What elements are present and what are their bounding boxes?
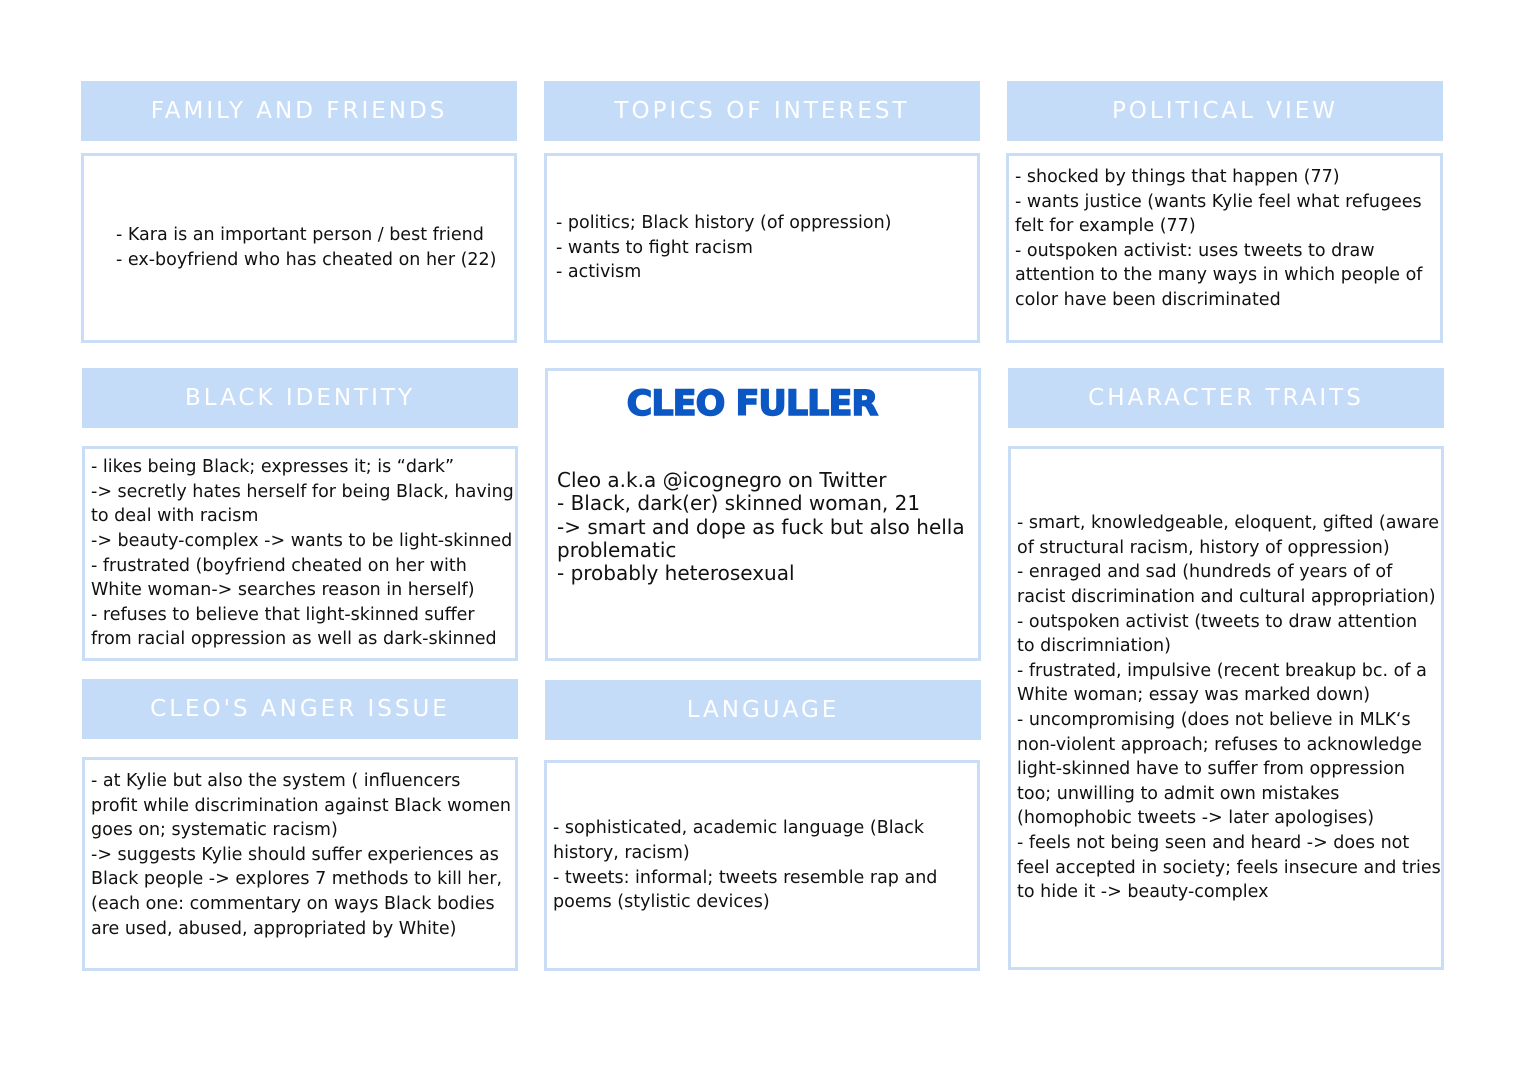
political-line: color have been discriminated <box>1015 289 1281 310</box>
black-identity-line: - likes being Black; expresses it; is “dark” <box>91 457 455 478</box>
traits-line: feel accepted in society; feels insecure and tries <box>1017 857 1441 878</box>
black-identity-box <box>82 446 518 661</box>
family-box <box>81 153 517 343</box>
header-label: TOPICS OF INTEREST <box>614 98 910 124</box>
traits-line: - uncompromising (does not believe in MLK‘s <box>1017 710 1411 730</box>
traits-line: - smart, knowledgeable, eloquent, gifted (aware <box>1017 513 1440 534</box>
header-label: LANGUAGE <box>686 697 840 723</box>
topics-line: - wants to fight racism <box>556 237 753 258</box>
profile-line: - probably heterosexual <box>557 561 795 586</box>
topics-line: - activism <box>556 262 642 283</box>
traits-line: - frustrated, impulsive (recent breakup bc. of a <box>1017 660 1427 681</box>
header-label: CHARACTER TRAITS <box>1088 385 1364 411</box>
traits-line: - enraged and sad (hundreds of years of of <box>1017 562 1393 583</box>
header-label: POLITICAL VIEW <box>1111 98 1339 124</box>
black-identity-line: -> secretly hates herself for being Black, having <box>91 481 514 502</box>
header-topics-of-interest <box>544 81 980 141</box>
traits-line: to hide it -> beauty-complex <box>1017 882 1269 903</box>
language-line: - tweets: informal; tweets resemble rap and <box>553 867 938 888</box>
header-label: FAMILY AND FRIENDS <box>150 98 448 124</box>
traits-line: non-violent approach; refuses to acknowledge <box>1017 734 1422 755</box>
topics-line: - politics; Black history (of oppression) <box>556 213 892 234</box>
political-line: - outspoken activist: uses tweets to draw <box>1015 240 1375 261</box>
anger-line: profit while discrimination against Black women <box>91 795 511 816</box>
traits-line: racist discrimination and cultural appropriation) <box>1017 587 1436 608</box>
header-political-view <box>1007 81 1443 141</box>
black-identity-line: White woman-> searches reason in herself) <box>91 580 475 601</box>
black-identity-line: -> beauty-complex -> wants to be light-skinned <box>91 530 513 551</box>
traits-line: - outspoken activist (tweets to draw attention <box>1017 611 1418 632</box>
anger-line: -> suggests Kylie should suffer experiences as <box>91 844 499 865</box>
traits-line: (homophobic tweets -> later apologises) <box>1017 808 1375 829</box>
header-black-identity <box>82 368 518 428</box>
traits-box <box>1008 446 1444 970</box>
family-line: - ex-boyfriend who has cheated on her (22) <box>116 250 497 270</box>
traits-line: light-skinned have to suffer from oppression <box>1017 759 1405 780</box>
profile-line: -> smart and dope as fuck but also hella <box>557 514 965 539</box>
political-line: - shocked by things that happen (77) <box>1015 167 1340 187</box>
political-line: attention to the many ways in which people of <box>1015 265 1423 286</box>
black-identity-line: from racial oppression as well as dark-skinned <box>91 629 497 650</box>
anger-line: - at Kylie but also the system ( influencers <box>91 771 461 791</box>
language-line: poems (stylistic devices) <box>553 892 770 913</box>
profile-line: Cleo a.k.a @icognegro on Twitter <box>557 468 887 492</box>
traits-line: of structural racism, history of oppression) <box>1017 537 1390 558</box>
header-label: BLACK IDENTITY <box>184 385 416 411</box>
traits-line: too; unwilling to admit own mistakes <box>1017 783 1340 804</box>
anger-box <box>82 757 518 971</box>
language-line: history, racism) <box>553 842 690 863</box>
traits-line: to discrimniation) <box>1017 636 1171 657</box>
anger-line: are used, abused, appropriated by White) <box>91 918 457 939</box>
profile-body <box>557 469 965 585</box>
political-box <box>1006 153 1443 343</box>
traits-line: White woman; essay was marked down) <box>1017 685 1371 706</box>
header-label: CLEO'S ANGER ISSUE <box>150 696 450 722</box>
anger-line: Black people -> explores 7 methods to kill her, <box>91 869 503 890</box>
political-line: - wants justice (wants Kylie feel what refugees <box>1015 191 1422 212</box>
language-box <box>544 760 980 971</box>
profile-line: - Black, dark(er) skinned woman, 21 <box>557 491 921 516</box>
topics-box <box>544 153 980 343</box>
family-line: - Kara is an important person / best friend <box>116 225 484 246</box>
anger-line: goes on; systematic racism) <box>91 820 338 841</box>
header-cleos-anger-issue <box>82 679 518 739</box>
language-line: - sophisticated, academic language (Black <box>553 818 925 839</box>
anger-line: (each one: commentary on ways Black bodies <box>91 893 495 914</box>
political-line: felt for example (77) <box>1015 216 1196 237</box>
black-identity-line: - frustrated (boyfriend cheated on her with <box>91 555 467 576</box>
header-character-traits <box>1008 368 1444 428</box>
profile-name: CLEO FULLER <box>626 384 878 424</box>
profile-line: problematic <box>557 537 677 562</box>
traits-line: - feels not being seen and heard -> does not <box>1017 832 1410 853</box>
black-identity-line: to deal with racism <box>91 506 259 527</box>
header-family-and-friends <box>81 81 517 141</box>
black-identity-line: - refuses to believe that light-skinned suffer <box>91 604 475 625</box>
header-language <box>545 680 981 740</box>
